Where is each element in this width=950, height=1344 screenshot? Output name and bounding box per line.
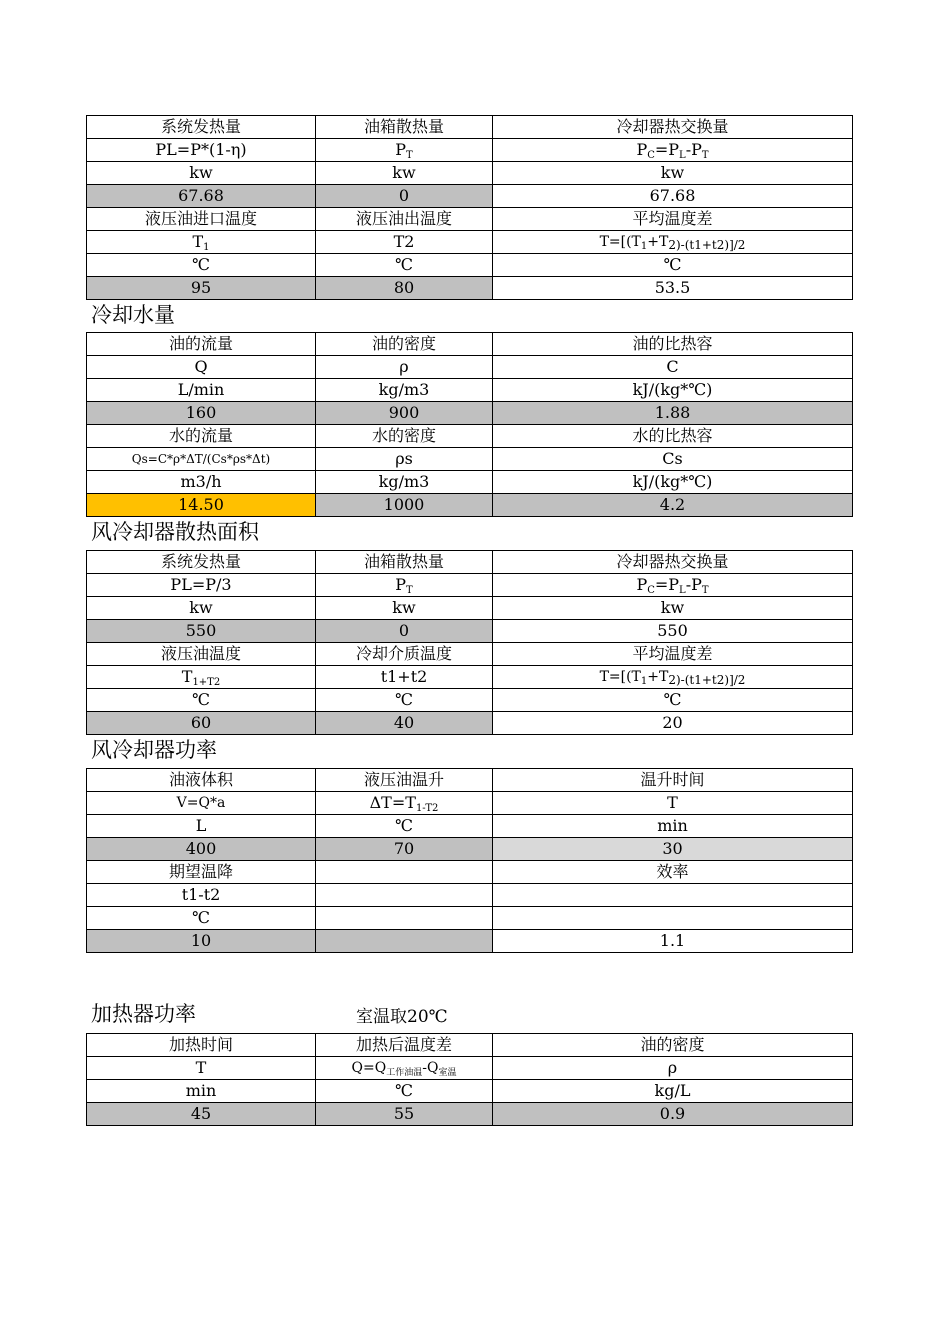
cell[interactable] — [316, 907, 493, 930]
cell-value[interactable]: 550 — [87, 620, 316, 643]
section-title-cooling-water: 冷却水量 — [91, 303, 175, 327]
cell[interactable]: 系统发热量 — [87, 551, 316, 574]
formula-part: +T — [647, 234, 669, 250]
formula-part: -P — [685, 140, 702, 159]
cell-value[interactable]: 10 — [87, 930, 316, 953]
formula-subscript: L — [679, 150, 686, 161]
cell-formula[interactable] — [493, 231, 853, 254]
cell[interactable]: kJ/(kg*℃) — [493, 379, 853, 402]
formula-part: =P — [654, 575, 680, 594]
cell[interactable]: 油箱散热量 — [316, 116, 493, 139]
cell[interactable]: ℃ — [87, 689, 316, 712]
cell[interactable]: L — [87, 815, 316, 838]
formula-part: -Q — [422, 1060, 439, 1076]
cell-formula[interactable] — [493, 574, 853, 597]
formula-part: T=[(T — [599, 669, 641, 685]
cell[interactable]: kw — [316, 597, 493, 620]
cell[interactable]: ℃ — [493, 689, 853, 712]
cell[interactable]: ρ — [493, 1057, 853, 1080]
cell-formula[interactable] — [316, 574, 493, 597]
cell[interactable]: kg/m3 — [316, 379, 493, 402]
cell[interactable]: m3/h — [87, 471, 316, 494]
formula-part: T=[(T — [599, 234, 641, 250]
cell[interactable]: 水的密度 — [316, 425, 493, 448]
cell[interactable]: Q — [87, 356, 316, 379]
cell[interactable]: T — [87, 1057, 316, 1080]
cell[interactable]: 液压油温升 — [316, 769, 493, 792]
formula-subscript: 1+T2 — [192, 677, 221, 688]
formula-subscript: T — [406, 585, 413, 596]
cell[interactable]: min — [493, 815, 853, 838]
formula-base: P — [395, 575, 407, 594]
formula-base: ΔT=T — [369, 793, 416, 812]
cell-value[interactable]: 53.5 — [493, 277, 853, 300]
cell-value[interactable]: 4.2 — [493, 494, 853, 517]
formula-part: Q=Q — [351, 1060, 387, 1076]
cell-value[interactable]: 0 — [316, 185, 493, 208]
cell-formula[interactable] — [316, 792, 493, 815]
cell[interactable]: 加热时间 — [87, 1034, 316, 1057]
formula-base: P — [395, 140, 407, 159]
formula-subscript: 1 — [640, 676, 648, 687]
cell[interactable]: ℃ — [316, 254, 493, 277]
cell[interactable]: PL=P*(1-η) — [87, 139, 316, 162]
cell-result-highlight[interactable]: 14.50 — [87, 494, 316, 517]
cell[interactable]: min — [87, 1080, 316, 1103]
cell-value[interactable]: 60 — [87, 712, 316, 735]
cell[interactable]: kg/m3 — [316, 471, 493, 494]
formula-part: P — [636, 140, 648, 159]
cell[interactable] — [316, 884, 493, 907]
cell-formula[interactable] — [493, 666, 853, 689]
cell-value[interactable]: 400 — [87, 838, 316, 861]
cell[interactable]: ℃ — [87, 254, 316, 277]
cell[interactable]: kJ/(kg*℃) — [493, 471, 853, 494]
cell[interactable]: Cs — [493, 448, 853, 471]
cell-value[interactable]: 45 — [87, 1103, 316, 1126]
cell-value[interactable]: 40 — [316, 712, 493, 735]
cell-value[interactable]: 67.68 — [87, 185, 316, 208]
cell[interactable]: ℃ — [87, 907, 316, 930]
formula-part: -P — [685, 575, 702, 594]
heat-table — [86, 115, 853, 300]
cell[interactable]: ℃ — [316, 1080, 493, 1103]
cell[interactable]: 效率 — [493, 861, 853, 884]
cell[interactable]: PL=P/3 — [87, 574, 316, 597]
cell-value[interactable]: 160 — [87, 402, 316, 425]
cell-value[interactable]: 95 — [87, 277, 316, 300]
cell-value[interactable]: 70 — [316, 838, 493, 861]
formula-subscript: L — [679, 585, 686, 596]
cell-value[interactable]: 55 — [316, 1103, 493, 1126]
formula-subscript: 2)-(t1+t2)]/2 — [668, 238, 746, 252]
cell[interactable]: T2 — [316, 231, 493, 254]
formula-subscript: T — [701, 585, 709, 596]
cell-formula[interactable] — [493, 139, 853, 162]
cell-value[interactable]: 900 — [316, 402, 493, 425]
cell[interactable]: C — [493, 356, 853, 379]
cell[interactable]: kw — [87, 597, 316, 620]
cell[interactable]: ℃ — [493, 254, 853, 277]
cell[interactable]: ℃ — [316, 689, 493, 712]
cell-formula[interactable] — [87, 231, 316, 254]
cell-formula[interactable]: Qs=C*ρ*ΔT/(Cs*ρs*Δt) — [87, 448, 316, 471]
cell[interactable]: ρ — [316, 356, 493, 379]
formula-subscript: 2)-(t1+t2)]/2 — [668, 673, 746, 687]
cell[interactable]: 期望温降 — [87, 861, 316, 884]
cell[interactable]: t1-t2 — [87, 884, 316, 907]
cell[interactable]: ρs — [316, 448, 493, 471]
cell[interactable]: 水的流量 — [87, 425, 316, 448]
section-title-air-cooler-area: 风冷却器散热面积 — [91, 520, 259, 544]
cell[interactable]: 油的密度 — [493, 1034, 853, 1057]
cell[interactable]: V=Q*a — [87, 792, 316, 815]
formula-base: T — [192, 232, 204, 251]
cell[interactable]: 油的比热容 — [493, 333, 853, 356]
cell-value[interactable]: 1000 — [316, 494, 493, 517]
cell[interactable]: kw — [87, 162, 316, 185]
cell[interactable]: 液压油出温度 — [316, 208, 493, 231]
cell-value[interactable] — [316, 930, 493, 953]
formula-part: +T — [647, 669, 669, 685]
cell-value[interactable]: 0 — [316, 620, 493, 643]
cell-value[interactable]: 20 — [493, 712, 853, 735]
cell[interactable]: 冷却介质温度 — [316, 643, 493, 666]
formula-subscript: T — [406, 150, 413, 161]
cell-value[interactable]: 1.88 — [493, 402, 853, 425]
formula-subscript: 1 — [203, 242, 210, 253]
cell-formula[interactable] — [316, 139, 493, 162]
cell[interactable]: L/min — [87, 379, 316, 402]
formula-base: T — [181, 667, 193, 686]
cell-value[interactable]: 1.1 — [493, 930, 853, 953]
formula-part: P — [636, 575, 648, 594]
cell[interactable]: 油箱散热量 — [316, 551, 493, 574]
cell[interactable]: 冷却器热交换量 — [493, 116, 853, 139]
cell-value[interactable]: 80 — [316, 277, 493, 300]
cell[interactable]: 加热后温度差 — [316, 1034, 493, 1057]
cell[interactable]: 油的流量 — [87, 333, 316, 356]
cell[interactable]: 水的比热容 — [493, 425, 853, 448]
cell[interactable]: kg/L — [493, 1080, 853, 1103]
room-temp-note: 室温取20℃ — [356, 1007, 448, 1027]
formula-subscript: C — [647, 150, 655, 161]
cell[interactable] — [316, 861, 493, 884]
cell[interactable]: kw — [493, 597, 853, 620]
cell[interactable] — [493, 884, 853, 907]
cell[interactable]: 平均温度差 — [493, 643, 853, 666]
cell[interactable] — [493, 907, 853, 930]
formula-subscript: T — [701, 150, 709, 161]
formula-subscript: C — [647, 585, 655, 596]
section-title-heater-power: 加热器功率 — [91, 1002, 196, 1026]
cell[interactable]: 冷却器热交换量 — [493, 551, 853, 574]
cell[interactable]: 平均温度差 — [493, 208, 853, 231]
cell-value[interactable]: 550 — [493, 620, 853, 643]
cell[interactable]: 系统发热量 — [87, 116, 316, 139]
formula-subscript: 1-T2 — [415, 803, 439, 814]
cell[interactable]: T — [493, 792, 853, 815]
air-cooler-area-table — [86, 550, 853, 735]
formula-part: =P — [654, 140, 680, 159]
cell[interactable]: 油液体积 — [87, 769, 316, 792]
cell-value[interactable]: 67.68 — [493, 185, 853, 208]
cooling-water-table — [86, 332, 853, 517]
cell[interactable]: kw — [493, 162, 853, 185]
formula-subscript: 室温 — [438, 1068, 457, 1078]
cell[interactable]: 油的密度 — [316, 333, 493, 356]
cell-formula[interactable] — [316, 1057, 493, 1080]
heater-power-table — [86, 1033, 853, 1126]
cell[interactable]: 液压油进口温度 — [87, 208, 316, 231]
cell-value[interactable]: 30 — [493, 838, 853, 861]
section-title-air-cooler-power: 风冷却器功率 — [91, 738, 217, 762]
formula-subscript: 1 — [640, 241, 648, 252]
formula-subscript: 工作油温 — [386, 1068, 423, 1078]
cell[interactable]: kw — [316, 162, 493, 185]
cell[interactable]: t1+t2 — [316, 666, 493, 689]
cell[interactable]: ℃ — [316, 815, 493, 838]
cell[interactable]: 液压油温度 — [87, 643, 316, 666]
cell[interactable]: 温升时间 — [493, 769, 853, 792]
cell-formula[interactable] — [87, 666, 316, 689]
cell-value[interactable]: 0.9 — [493, 1103, 853, 1126]
air-cooler-power-table — [86, 768, 853, 953]
